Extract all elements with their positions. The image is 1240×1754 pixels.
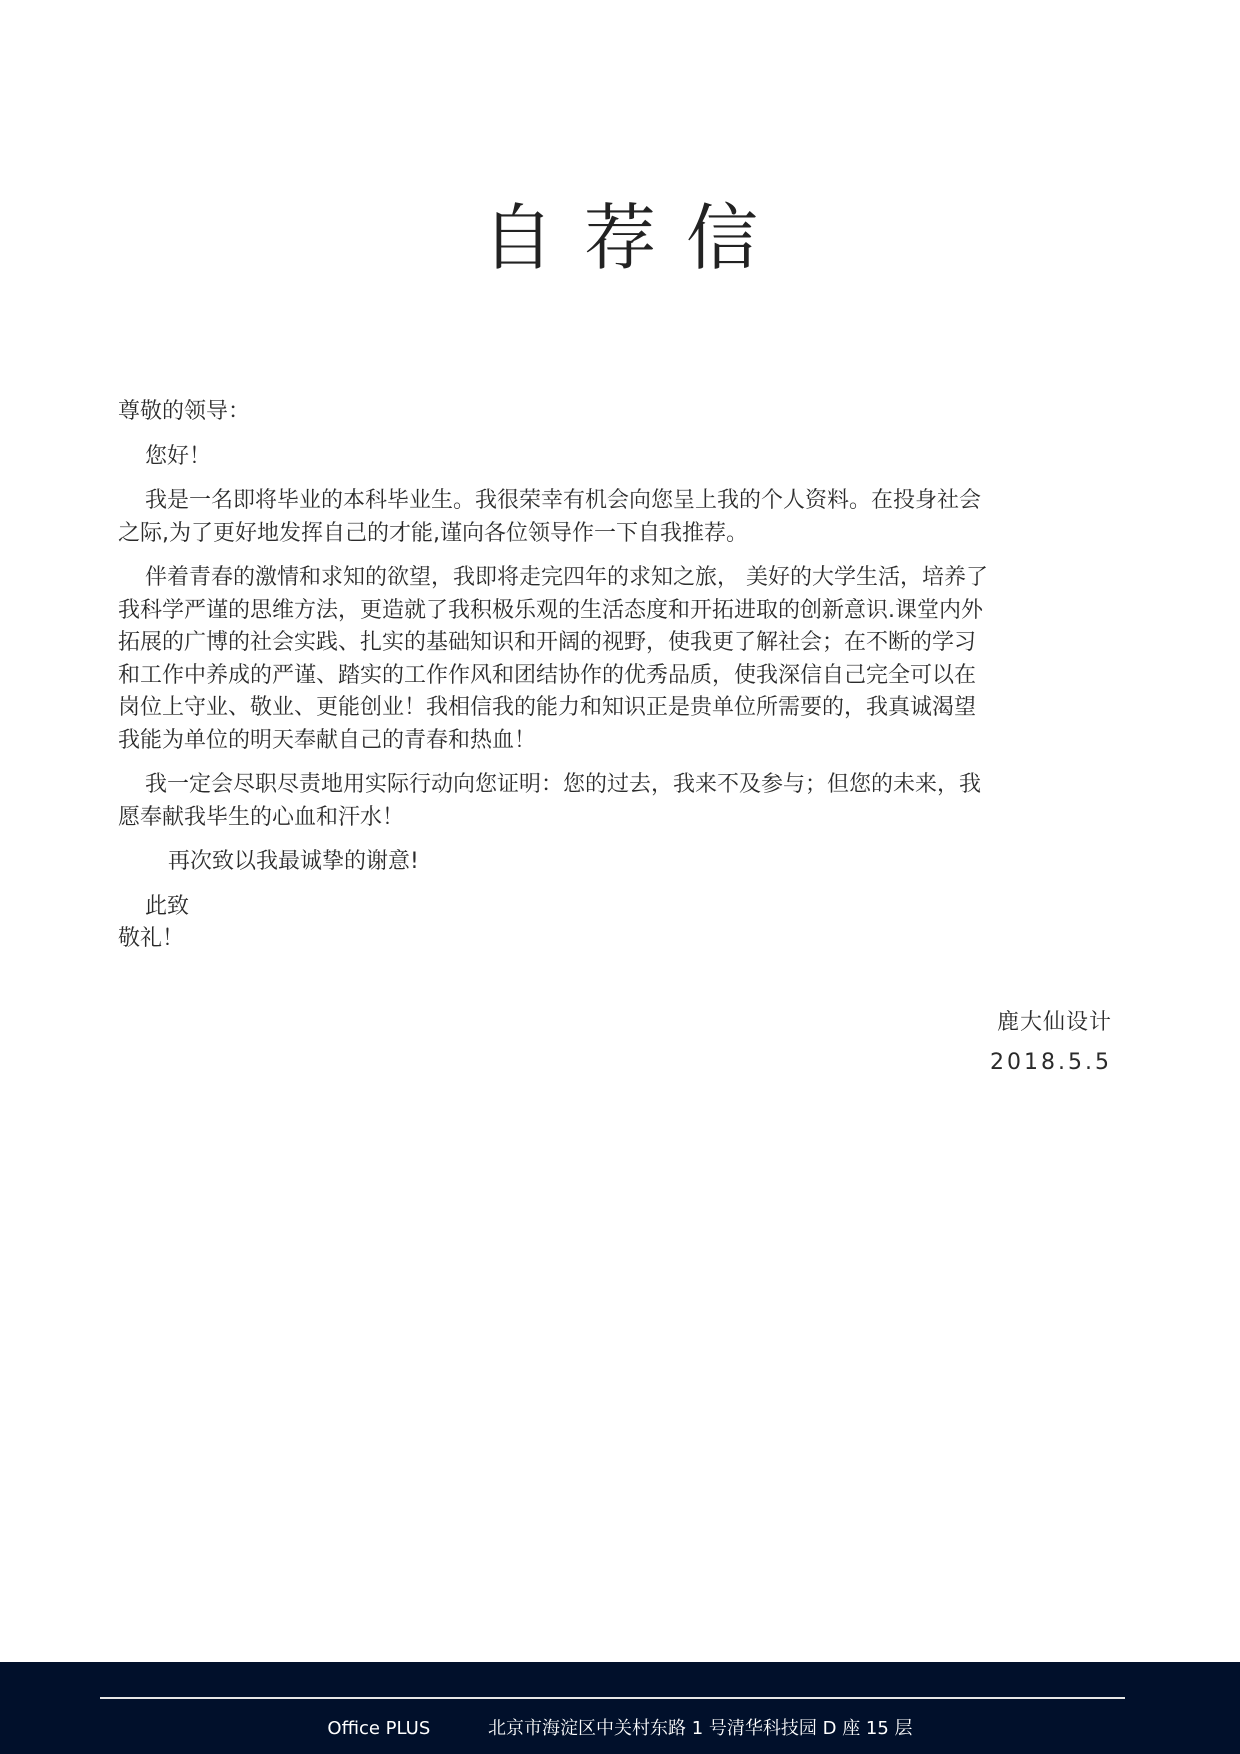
closing-line-1: 此致: [145, 893, 190, 919]
closing-line-2: 敬礼！: [118, 926, 185, 951]
thanks-line: 再次致以我最诚挚的谢意!: [168, 849, 419, 874]
paragraph-line: 我一定会尽职尽责地用实际行动向您证明：您的过去，我来不及参与；但您的未来，我: [145, 772, 982, 797]
footer-divider: [100, 1697, 1125, 1699]
paragraph-line: 我是一名即将毕业的本科毕业生。我很荣幸有机会向您呈上我的个人资料。在投身社会: [145, 488, 982, 513]
paragraph-line: 伴着青春的激情和求知的欲望，我即将走完四年的求知之旅， 美好的大学生活，培养了: [145, 565, 988, 590]
paragraph-line: 我科学严谨的思维方法，更造就了我积极乐观的生活态度和开拓进取的创新意识.课堂内外: [118, 597, 983, 623]
footer: [0, 1662, 1240, 1754]
footer-address: 北京市海淀区中关村东路 1 号清华科技园 D 座 15 层: [488, 1718, 913, 1739]
paragraph-line: 愿奉献我毕生的心血和汗水！: [118, 804, 405, 830]
letter-date: 2018.5.5: [990, 1050, 1112, 1075]
salutation: 尊敬的领导：: [118, 399, 251, 424]
paragraph-line: 岗位上守业、敬业、更能创业！我相信我的能力和知识正是贵单位所需要的，我真诚渴望: [118, 695, 977, 720]
paragraph-line: 拓展的广博的社会实践、扎实的基础知识和开阔的视野，使我更了解社会；在不断的学习: [118, 630, 977, 655]
paragraph-1: [118, 485, 1118, 550]
letter-body: [118, 396, 1118, 956]
paragraph-line: 和工作中养成的严谨、踏实的工作作风和团结协作的优秀品质，使我深信自己完全可以在: [118, 662, 977, 688]
footer-brand: Office PLUS: [327, 1718, 431, 1739]
paragraph-line: 之际,为了更好地发挥自己的才能,谨向各位领导作一下自我推荐。: [118, 520, 748, 546]
paragraph-2: [118, 562, 1118, 757]
page-title: 自荐信: [481, 196, 788, 280]
paragraph-line: 我能为单位的明天奉献自己的青春和热血！: [118, 727, 537, 753]
greeting: 您好！: [145, 443, 212, 469]
signer-name: 鹿大仙设计: [996, 1010, 1112, 1035]
paragraph-3: [118, 769, 1118, 834]
